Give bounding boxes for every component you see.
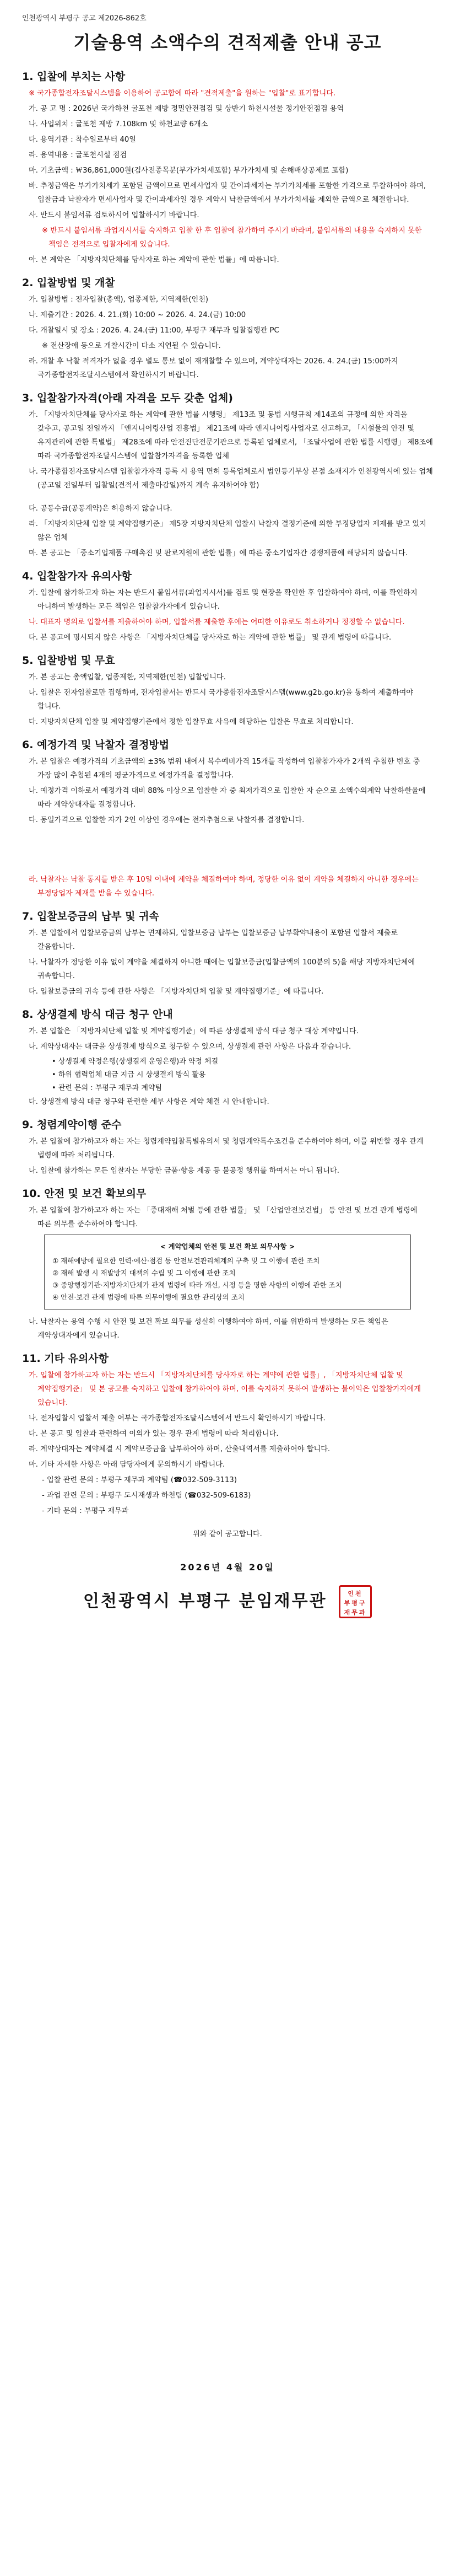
official-seal-icon: 인천 부평구 재무과 xyxy=(339,1585,372,1618)
line-item: 라. 용역내용 : 굴포천시설 점검 xyxy=(29,151,127,159)
footer-date: 2026년 4월 20일 xyxy=(180,1562,275,1573)
line-item: 가. 「지방자치단체를 당사자로 하는 계약에 관한 법률 시행령」 제13조 및 동법 시행규칙 제14조의 규정에 의한 자격을 갖추고, 공고일 전일까지 「엔지니어링산업 진흥법」 제21조에 따라 엔지니어링사업자로 신고하고, 「시설물의 안전 및 유지관리에 관한 특별법」 제28조에 따라 안전진단전문기관으로 등록된 업체로서, 「조달사업에 관한 법률 시행령」 제8조에 따라 국가종합전자조달시스템에 입찰참가자격을 등록한 업체 xyxy=(29,411,433,460)
section-2 xyxy=(22,275,433,382)
line-item: 사. 반드시 붙임서류 검토하시어 입찰하시기 바랍니다. xyxy=(29,211,199,219)
line-item: 바. 추정금액은 부가가치세가 포함된 금액이므로 면세사업자 및 간이과세자는 부가가치세를 포함한 가격으로 투찰하여야 하며, 입찰금과 낙찰자가 면세사업자 및 간이과세자일 경우 계약시 낙찰금액에서 부가가치세를 제외한 금액으로 체결합니다. xyxy=(29,182,426,204)
line-item: 나. 입찰은 전자입찰로만 집행하며, 전자입찰서는 반드시 국가종합전자조달시스템(www.g2b.go.kr)을 통하여 제출하여야 합니다. xyxy=(29,689,414,711)
line-item: 라. 낙찰자는 낙찰 통지를 받은 후 10일 이내에 계약을 체결하여야 하며, 정당한 이유 없이 계약을 체결하지 아니한 경우에는 부정당업자 제재를 받을 수 있습니다. xyxy=(29,876,419,898)
line-item: 나. 입찰에 참가하는 모든 입찰자는 부당한 금품·향응 제공 등 불공정 행위를 하여서는 아니 됩니다. xyxy=(29,1167,339,1175)
line-item: 나. 계약상대자는 대금을 상생결제 방식으로 청구할 수 있으며, 상생결제 관련 사항은 다음과 같습니다. xyxy=(29,1043,351,1051)
line-item: 다. 개찰일시 및 장소 : 2026. 4. 24.(금) 11:00, 부평구 재무과 입찰집행관 PC xyxy=(29,326,279,335)
section-heading: 6. 예정가격 및 낙찰자 결정방법 xyxy=(22,739,170,751)
section-1 xyxy=(22,68,433,267)
section-5 xyxy=(22,652,433,729)
line-item: 다. 본 공고 및 입찰과 관련하여 이의가 있는 경우 관계 법령에 따라 처리합니다. xyxy=(29,1430,279,1438)
law-box xyxy=(44,1235,411,1310)
line-item: 다. 동일가격으로 입찰한 자가 2인 이상인 경우에는 전자추첨으로 낙찰자를 결정합니다. xyxy=(29,816,305,824)
line-item: 다. 지방자치단체 입찰 및 계약집행기준에서 정한 입찰무효 사유에 해당하는 입찰은 무효로 처리합니다. xyxy=(29,718,354,726)
line-item: 가. 본 입찰은 「지방자치단체 입찰 및 계약집행기준」에 따른 상생결제 방식 대금 청구 대상 계약입니다. xyxy=(29,1027,359,1035)
section-heading: 9. 청렴계약이행 준수 xyxy=(22,1119,122,1131)
line-item: 다. 입찰보증금의 귀속 등에 관한 사항은 「지방자치단체 입찰 및 계약집행기준」에 따릅니다. xyxy=(29,988,324,996)
line-item: 가. 공 고 명 : 2026년 국가하천 굴포천 제방 정밀안전점검 및 상반기 하천시설물 정기안전점검 용역 xyxy=(29,105,344,113)
line-item: ※ 전산장애 등으로 개찰시간이 다소 지연될 수 있습니다. xyxy=(42,342,221,350)
line-item: 다. 상생결제 방식 대금 청구와 관련한 세부 사항은 계약 체결 시 안내합니다. xyxy=(29,1098,269,1106)
line-item: 나. 낙찰자는 용역 수행 시 안전 및 보건 확보 의무를 성실히 이행하여야 하며, 이를 위반하여 발생하는 모든 책임은 계약상대자에게 있습니다. xyxy=(29,1318,388,1340)
line-item: 가. 본 입찰에 참가하고자 하는 자는 청렴계약입찰특별유의서 및 청렴계약특수조건을 준수하여야 하며, 이를 위반할 경우 관계 법령에 따라 처리됩니다. xyxy=(29,1137,424,1160)
line-item: 가. 본 입찰에 참가하고자 하는 자는 「중대재해 처벌 등에 관한 법률」 및 「산업안전보건법」 등 안전 및 보건 관계 법령에 따른 의무를 준수하여야 합니다. xyxy=(29,1206,418,1228)
section-heading: 1. 입찰에 부치는 사항 xyxy=(22,71,126,83)
line-item: 다. 본 공고에 명시되지 않은 사항은 「지방자치단체를 당사자로 하는 계약에 관한 법률」 및 관계 법령에 따릅니다. xyxy=(29,634,392,642)
line-item: 라. 개찰 후 낙찰 적격자가 없을 경우 별도 통보 없이 재개찰할 수 있으며, 계약상대자는 2026. 4. 24.(금) 15:00까지 국가종합전자조달시스템에서 확인하시기 바랍니다. xyxy=(29,357,398,379)
section-heading: 11. 기타 유의사항 xyxy=(22,1353,109,1365)
section-heading: 3. 입찰참가자격(아래 자격을 모두 갖춘 업체) xyxy=(22,392,233,404)
line-item: - 입찰 관련 문의 : 부평구 재무과 계약팀 (☎032-509-3113) xyxy=(42,1476,237,1484)
line-item: 마. 기타 자세한 사항은 아래 담당자에게 문의하시기 바랍니다. xyxy=(29,1461,225,1469)
line-item: 가. 입찰방법 : 전자입찰(총액), 업종제한, 지역제한(인천) xyxy=(29,296,209,304)
organization-name: 인천광역시 부평구 분임재무관 xyxy=(83,1591,327,1611)
line-item: 마. 기초금액 : ￦36,861,000원(검사전종목분(부가가치세포함) 부가가치세 및 손해배상공제료 포함) xyxy=(29,167,349,175)
line-item: 가. 본 입찰에서 입찰보증금의 납부는 면제하되, 입찰보증금 납부는 입찰보증금 납부확약내용이 포함된 입찰서 제출로 갈음합니다. xyxy=(29,929,398,951)
line-item: ※ 반드시 붙임서류 과업지시서를 숙지하고 입찰 한 후 입찰에 참가하여 주시기 바라며, 붙임서류의 내용을 숙지하지 못한 책임은 전적으로 입찰자에게 있습니다. xyxy=(42,227,422,249)
section-7 xyxy=(22,908,433,999)
line-item: 나. 제출기간 : 2026. 4. 21.(화) 10:00 ~ 2026. 4. 24.(금) 10:00 xyxy=(29,311,246,319)
line-item: 다. 용역기관 : 착수일로부터 40일 xyxy=(29,136,137,144)
footer-organization xyxy=(22,1585,433,1618)
section-9 xyxy=(22,1117,433,1178)
line-item: 나. 국가종합전자조달시스템 입찰참가자격 등록 시 용역 면허 등록업체로서 법인등기부상 본점 소재지가 인천광역시에 있는 업체 (공고일 전일부터 입찰일(견적서 제출마감일)까지 계속 유지하여야 함) xyxy=(29,468,433,490)
line-item: 가. 입찰에 참가하고자 하는 자는 반드시 붙임서류(과업지시서)를 검토 및 현장을 확인한 후 입찰하여야 하며, 이를 확인하지 아니하여 발생하는 모든 책임은 입찰참가자에게 있습니다. xyxy=(29,589,418,611)
line-item: - 과업 관련 문의 : 부평구 도시재생과 하천팀 (☎032-509-6183) xyxy=(42,1491,251,1500)
section-heading: 5. 입찰방법 및 무효 xyxy=(22,654,115,667)
section-8 xyxy=(22,1006,433,1109)
law-box-title: < 계약업체의 안전 및 보건 확보 의무사항 > xyxy=(160,1242,295,1251)
notice-number: 인천광역시 부평구 공고 제2026-862호 xyxy=(22,14,147,23)
section-heading: 2. 입찰방법 및 개찰 xyxy=(22,277,115,289)
line-item: 나. 전자입찰시 입찰서 제출 여부는 국가종합전자조달시스템에서 반드시 확인하시기 바랍니다. xyxy=(29,1414,326,1423)
line-item: - 기타 문의 : 부평구 재무과 xyxy=(42,1507,129,1515)
line-item: 라. 「지방자치단체 입찰 및 계약집행기준」 제5장 지방자치단체 입찰시 낙찰자 결정기준에 의한 부정당업자 제재를 받고 있지 않은 업체 xyxy=(29,520,426,542)
section-10 xyxy=(22,1185,433,1343)
line-item: 나. 사업위치 : 굴포천 제방 7.108km 및 하천교량 6개소 xyxy=(29,120,208,128)
line-item: 나. 예정가격 이하로서 예정가격 대비 88% 이상으로 입찰한 자 중 최저가격으로 입찰한 자 순으로 소액수의계약 낙찰하한율에 따라 계약상대자를 결정합니다. xyxy=(29,787,426,809)
line-item: 아. 본 계약은 「지방자치단체를 당사자로 하는 계약에 관한 법률」에 따릅니다. xyxy=(29,256,279,264)
law-box-line: ② 재해 발생 시 재발방지 대책의 수립 및 그 이행에 관한 조치 xyxy=(52,1269,236,1277)
law-box-line: ① 재해예방에 필요한 인력·예산·점검 등 안전보건관리체계의 구축 및 그 이행에 관한 조치 xyxy=(52,1257,320,1265)
law-box-line: ③ 중앙행정기관·지방자치단체가 관계 법령에 따라 개선, 시정 등을 명한 사항의 이행에 관한 조치 xyxy=(52,1281,342,1289)
law-box-line: ④ 안전·보건 관계 법령에 따른 의무이행에 필요한 관리상의 조치 xyxy=(52,1293,245,1301)
bullet-list xyxy=(22,1055,433,1095)
line-item: 마. 본 공고는 「중소기업제품 구매촉진 및 판로지원에 관한 법률」에 따른 중소기업자간 경쟁제품에 해당되지 않습니다. xyxy=(29,549,408,557)
line-item: 가. 본 입찰은 예정가격의 기초금액의 ±3% 범위 내에서 복수예비가격 15개를 작성하여 입찰참가자가 2개씩 추첨한 번호 중 가장 많이 추첨된 4개의 평균가격으로 예정가격을 결정합니다. xyxy=(29,758,420,780)
document-title: 기술용역 소액수의 견적제출 안내 공고 xyxy=(73,32,382,53)
list-item: • 관련 문의 : 부평구 재무과 계약팀 xyxy=(52,1082,433,1095)
section-11 xyxy=(22,1350,433,1518)
section-heading: 7. 입찰보증금의 납부 및 귀속 xyxy=(22,910,159,922)
section-note: ※ 국가종합전자조달시스템을 이용하여 공고함에 따라 "견적제출"을 원하는 "입찰"로 표기합니다. xyxy=(29,89,336,98)
footer xyxy=(22,1528,433,1618)
list-item: • 상생결제 약정은행(상생결제 운영은행)과 약정 체결 xyxy=(52,1055,433,1069)
line-item: 라. 계약상대자는 계약체결 시 계약보증금을 납부하여야 하며, 산출내역서를 제출하여야 합니다. xyxy=(29,1445,331,1453)
closing-line: 위와 같이 공고합니다. xyxy=(193,1530,262,1538)
section-heading: 10. 안전 및 보건 확보의무 xyxy=(22,1188,147,1200)
section-6 xyxy=(22,737,433,900)
line-item: 가. 본 공고는 총액입찰, 업종제한, 지역제한(인천) 입찰입니다. xyxy=(29,673,226,681)
section-4 xyxy=(22,568,433,645)
section-heading: 4. 입찰참가자 유의사항 xyxy=(22,570,132,582)
line-item: 나. 낙찰자가 정당한 이유 없이 계약을 체결하지 아니한 때에는 입찰보증금(입찰금액의 100분의 5)을 해당 지방자치단체에 귀속합니다. xyxy=(29,958,415,980)
line-item: 나. 대표자 명의로 입찰서를 제출하여야 하며, 입찰서를 제출한 후에는 어떠한 이유로도 취소하거나 정정할 수 없습니다. xyxy=(29,618,405,626)
line-item: 다. 공동수급(공동계약)은 허용하지 않습니다. xyxy=(29,505,172,513)
section-3 xyxy=(22,390,433,560)
section-heading: 8. 상생결제 방식 대금 청구 안내 xyxy=(22,1008,173,1021)
list-item: • 하위 협력업체 대금 지급 시 상생결제 방식 활용 xyxy=(52,1069,433,1082)
line-item: 가. 입찰에 참가하고자 하는 자는 반드시 「지방자치단체를 당사자로 하는 계약에 관한 법률」, 「지방자치단체 입찰 및 계약집행기준」 및 본 공고를 숙지하고 입찰에 참가하여야 하며, 이를 숙지하지 못하여 발생하는 불이익은 입찰참가자에게 있습니다. xyxy=(29,1371,421,1407)
